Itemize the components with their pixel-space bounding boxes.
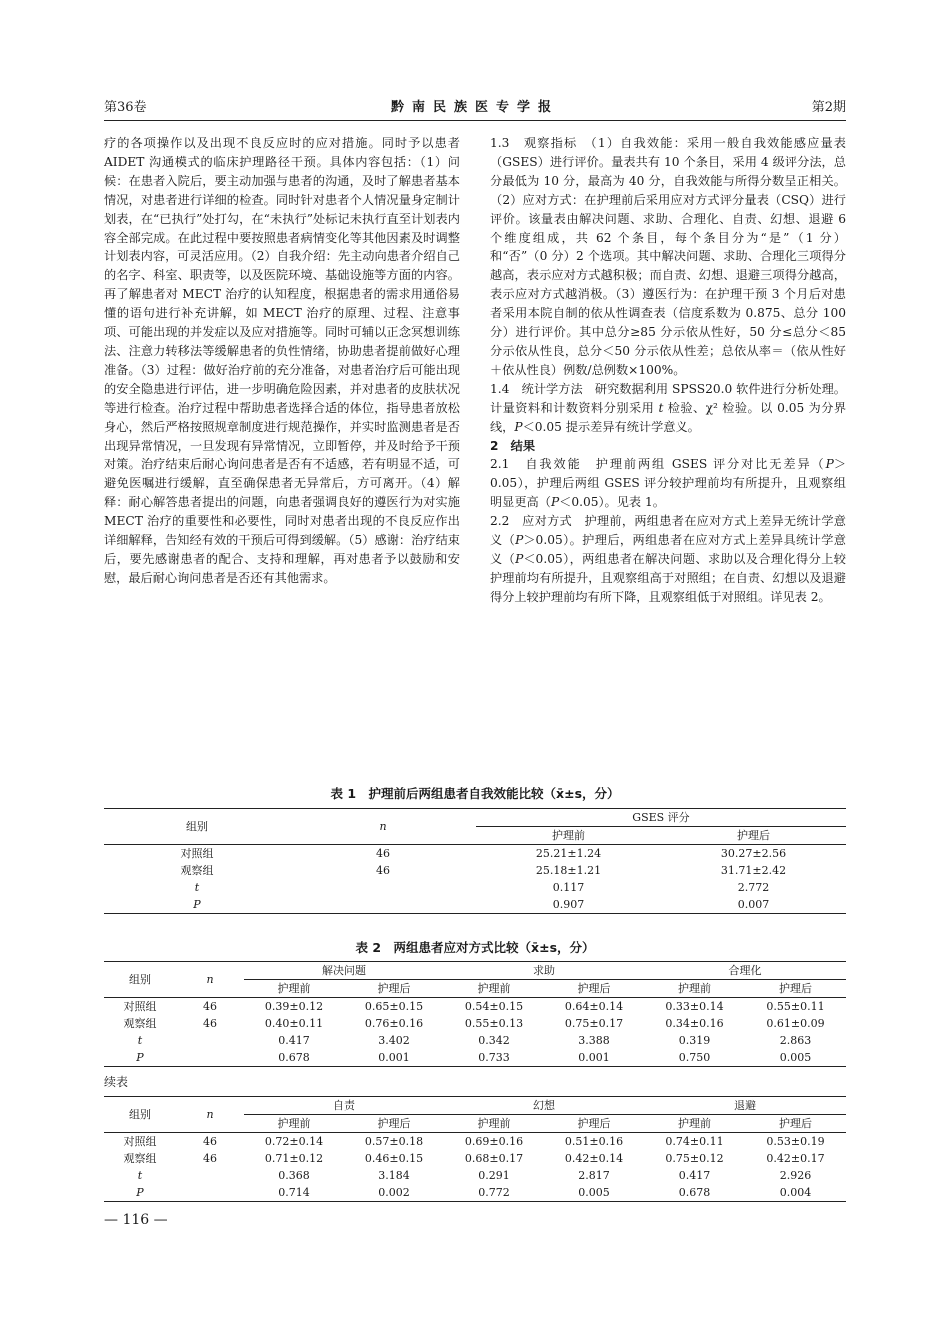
table2-header-before: 护理前 — [678, 982, 711, 995]
page-number: — 116 — — [104, 1212, 168, 1228]
table2-dim-help: 求助 — [444, 962, 644, 980]
table2c-header-before: 护理前 — [277, 1117, 311, 1130]
table2c-header-before: 护理前 — [477, 1117, 511, 1130]
table2-caption: 表 2 两组患者应对方式比较（x̄±s，分） — [355, 940, 595, 955]
header-rule — [104, 120, 846, 121]
table2-header-after: 护理后 — [779, 982, 812, 995]
table-row: 对照组 46 0.72±0.14 0.57±0.18 0.69±0.16 0.51±0.16 0.74±0.11 0.53±0.19 — [123, 1135, 825, 1148]
issue-label: 第2期 — [811, 100, 846, 115]
right-column — [490, 134, 846, 607]
table1-header-n: n — [290, 809, 476, 845]
table2c-header-n: n — [176, 1097, 244, 1133]
section-2-heading: 2 结果 — [490, 438, 536, 453]
table-row: 观察组 46 0.71±0.12 0.46±0.15 0.68±0.17 0.42±0.14 0.75±0.12 0.42±0.17 — [123, 1152, 825, 1165]
table2-dim-rational: 合理化 — [644, 962, 846, 980]
left-column — [104, 134, 460, 588]
table2c-header-after: 护理后 — [377, 1117, 411, 1130]
table2-header-n: n — [176, 962, 244, 998]
table-row: 对照组 46 0.39±0.12 0.65±0.15 0.54±0.15 0.64±0.14 0.33±0.14 0.55±0.11 — [123, 1000, 825, 1013]
table1-caption: 表 1 护理前后两组患者自我效能比较（x̄±s，分） — [330, 786, 620, 801]
table1-header-group: 组别 — [104, 809, 290, 845]
table2 — [104, 961, 846, 1067]
table-row: 对照组 46 25.21±1.24 30.27±2.56 — [180, 847, 787, 860]
table-row: t 0.117 2.772 — [194, 881, 770, 894]
table2-dim-problem: 解决问题 — [244, 962, 444, 980]
table2c-header-before: 护理前 — [678, 1117, 711, 1130]
table2-continued-label: 续表 — [104, 1075, 129, 1089]
table-row: P 0.907 0.007 — [104, 896, 846, 914]
table1-header-after: 护理后 — [737, 829, 770, 842]
table2c-header-group: 组别 — [104, 1097, 176, 1133]
table2c-dim-fantasy: 幻想 — [444, 1097, 644, 1115]
table-row: t 0.417 3.402 0.342 3.388 0.319 2.863 — [137, 1034, 812, 1047]
table1 — [104, 808, 846, 914]
table2-header-after: 护理后 — [377, 982, 411, 995]
table-row: P 0.714 0.002 0.772 0.005 0.678 0.004 — [104, 1184, 846, 1202]
section-2-1: 2.1 自我效能 护理前两组 GSES 评分对比无差异（P＞0.05），护理后两组 GSES 评分较护理前均有所提升，且观察组明显更高（P＜0.05）。见表 1。 — [490, 457, 846, 510]
section-2-2: 2.2 应对方式 护理前，两组患者在应对方式上差异无统计学意义（P＞0.05）。护理后，两组患者在应对方式上差异具统计学意义（P＜0.05），两组患者在解决问题、求助以及合理化得分上较护理前均有所提升，且观察组高于对照组；在自责、幻想以及退避得分上较护理前均有所下降，且观察组低于对照组。详见表 2。 — [490, 514, 846, 604]
table2c-header-after: 护理后 — [779, 1117, 812, 1130]
table2-header-before: 护理前 — [277, 982, 311, 995]
table-row: t 0.368 3.184 0.291 2.817 0.417 2.926 — [137, 1169, 812, 1182]
section-1-4: 1.4 统计学方法 研究数据利用 SPSS20.0 软件进行分析处理。计量资料和计数资料分别采用 t 检验、χ² 检验。以 0.05 为分界线，P＜0.05 提示差异有统计学意义。 — [490, 381, 847, 434]
running-header — [104, 96, 846, 118]
table2-header-group: 组别 — [104, 962, 176, 998]
table2c-dim-selfblame: 自责 — [244, 1097, 444, 1115]
table2-header-after: 护理后 — [577, 982, 611, 995]
table2c-dim-avoid: 退避 — [644, 1097, 846, 1115]
table2c-header-after: 护理后 — [577, 1117, 611, 1130]
section-1-3: 1.3 观察指标 （1）自我效能：采用一般自我效能感应量表（GSES）进行评价。量表共有 10 个条目，采用 4 级评分法，总分最低为 10 分，最高为 40 分，自我效能与所得分数呈正相关。（2）应对方式：在护理前后采用应对方式评分量表（CSQ）进行评价。该量表由解决问题、求助、合理化、自责、幻想、退避 6 个维度组成，共 62 个条目，每个条目分为“是”（1 分）和“否”（0 分）2 个选项。其中解决问题、求助、合理化三项得分越高，表示应对方式越积极；而自责、幻想、退避三项得分越高，表示应对方式越消极。（3）遵医行为：在护理干预 3 个月后对患者采用本院自制的依从性调查表（信度系数为 0.875、总分 100 分）进行评价。其中总分≥85 分示依从性好，50 分≤总分＜85 分示依从性良，总分＜50 分示依从性差；总依从率＝（依从性好＋依从性良）例数/总例数×100%。 — [490, 136, 846, 377]
table2-continued — [104, 1096, 846, 1202]
table2-header-before: 护理前 — [477, 982, 511, 995]
left-column-text: 疗的各项操作以及出现不良反应时的应对措施。同时予以患者 AIDET 沟通模式的临床护理路径干预。具体内容包括：（1）问候：在患者入院后，要主动加强与患者的沟通，及时了解患者基本情况，对患者进行详细的检查。同时针对患者个人情况量身定制计划表，在“已执行”处打勾，在“未执行”处标记未执行直至计划表内容全部完成。在此过程中要按照患者病情变化等其他因素及时调整计划表内容，可灵活应用。（2）自我介绍：先主动向患者介绍自己的名字、科室、职责等，以及医院环境、基础设施等方面的内容。再了解患者对 MECT 治疗的认知程度，根据患者的需求用通俗易懂的语句进行补充讲解，如 MECT 治疗的原理、过程、注意事项、可能出现的并发症以及应对措施等。同时可辅以正念冥想训练法、注意力转移法等缓解患者的负性情绪，协助患者提前做好心理准备。（3）过程：做好治疗前的充分准备，对患者治疗后可能出现的安全隐患进行评估，进一步明确危险因素，并对患者的皮肤状况等进行检查。治疗过程中帮助患者选择合适的体位，指导患者放松身心，然后严格按照规章制度进行规范操作，并实时监测患者是否出现异常情况，一旦发现有异常情况，立即暂停，并及时给予干预对策。治疗结束后耐心询问患者是否有不适感，若有明显不适，可避免医嘱进行缓解，直至确保患者无异常后，方可离开。（4）解释：耐心解答患者提出的问题，向患者强调良好的遵医行为对实施 MECT 治疗的重要性和必要性，同时对患者出现的不良反应作出详细解释，告知经有效的干预后可得到缓解。（5）感谢：治疗结束后，要先感谢患者的配合、支持和理解，再对患者予以鼓励和安慰，最后耐心询问患者是否还有其他需求。 — [104, 136, 460, 585]
table1-header-before: 护理前 — [552, 829, 585, 842]
table-row: 观察组 46 0.40±0.11 0.76±0.16 0.55±0.13 0.75±0.17 0.34±0.16 0.61±0.09 — [123, 1017, 825, 1030]
table1-header-gses: GSES 评分 — [476, 809, 846, 827]
table-row: 观察组 46 25.18±1.21 31.71±2.42 — [180, 864, 787, 877]
volume-label: 第36卷 — [104, 100, 147, 115]
journal-title: 黔南民族医专学报 — [390, 100, 559, 115]
table-row: P 0.678 0.001 0.733 0.001 0.750 0.005 — [104, 1049, 846, 1067]
